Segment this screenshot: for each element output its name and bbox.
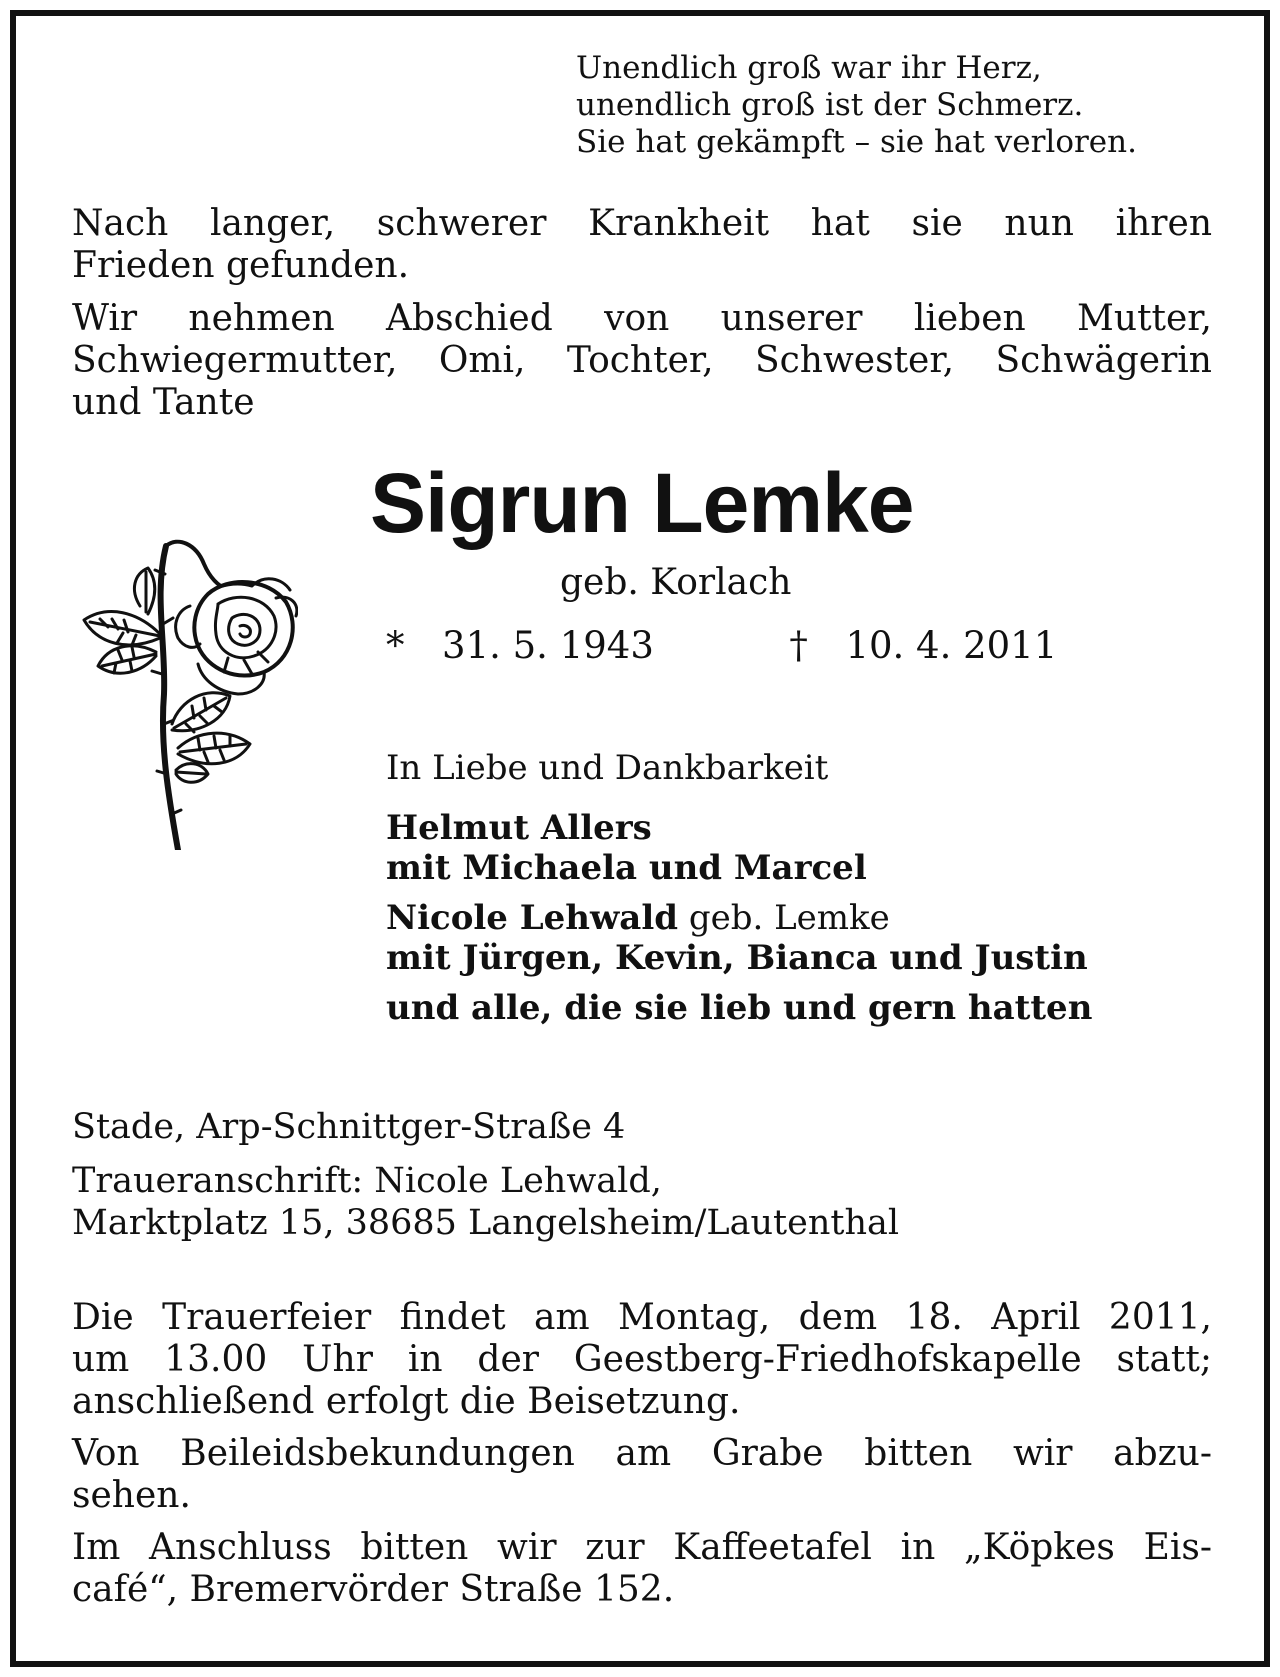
- birth-date: 31. 5. 1943: [442, 624, 654, 667]
- text-line: Schwiegermutter, Omi, Tochter, Schwester, Schwägerin: [72, 340, 1212, 381]
- text-line: Nach langer, schwerer Krankheit hat sie nun ihren: [72, 203, 1212, 244]
- text-line: Wir nehmen Abschied von unserer lieben Mutter,: [72, 298, 1212, 339]
- funeral-paragraph-2: [72, 1433, 1212, 1517]
- intro-paragraph-1: [72, 203, 1212, 287]
- birth-symbol: *: [386, 624, 405, 667]
- mourner-line: Helmut Allers: [386, 808, 652, 848]
- text-line: Im Anschluss bitten wir zur Kaffeetafel in „Köpkes Eis-: [72, 1527, 1212, 1568]
- maiden-name: geb. Korlach: [560, 562, 792, 603]
- verse-line: Unendlich groß war ihr Herz,: [576, 50, 1042, 86]
- text-line: anschließend erfolgt die Beisetzung.: [72, 1381, 741, 1422]
- text-line: Frieden gefunden.: [72, 245, 410, 286]
- life-dates: [386, 624, 1057, 668]
- death-symbol: †: [789, 624, 808, 667]
- address-line: Stade, Arp-Schnittger-Straße 4: [72, 1107, 626, 1147]
- mourner-line: mit Jürgen, Kevin, Bianca und Justin: [386, 938, 1088, 978]
- funeral-paragraph-1: [72, 1297, 1212, 1423]
- funeral-paragraph-3: [72, 1527, 1212, 1611]
- mourners-block: [386, 748, 1092, 1028]
- address-line: Traueranschrift: Nicole Lehwald,: [72, 1161, 662, 1201]
- text-line: und Tante: [72, 382, 255, 423]
- verse-line: unendlich groß ist der Schmerz.: [576, 87, 1084, 123]
- verse-line: Sie hat gekämpft – sie hat verloren.: [576, 124, 1137, 160]
- rose-icon: [68, 534, 298, 850]
- death-date: 10. 4. 2011: [845, 624, 1058, 667]
- deceased-name: Sigrun Lemke: [370, 456, 914, 550]
- mourner-name: Nicole Lehwald: [386, 898, 679, 938]
- text-line: Von Beileidsbekundungen am Grabe bitten wir abzu-: [72, 1433, 1212, 1474]
- text-line: sehen.: [72, 1475, 191, 1516]
- text-line: Die Trauerfeier findet am Montag, dem 18. April 2011,: [72, 1297, 1212, 1338]
- mourner-line: mit Michaela und Marcel: [386, 848, 867, 888]
- verse: [576, 50, 1137, 161]
- dedication: In Liebe und Dankbarkeit: [386, 748, 829, 788]
- address-block: [72, 1106, 1212, 1244]
- address-line: Marktplatz 15, 38685 Langelsheim/Lautenthal: [72, 1203, 900, 1243]
- intro-paragraph-2: [72, 298, 1212, 424]
- mourner-maiden: geb. Lemke: [678, 898, 890, 938]
- text-line: café“, Bremervörder Straße 152.: [72, 1569, 675, 1610]
- text-line: um 13.00 Uhr in der Geestberg-Friedhofskapelle statt;: [72, 1339, 1212, 1380]
- mourner-line-mixed: [386, 898, 1092, 938]
- mourner-line: und alle, die sie lieb und gern hatten: [386, 988, 1093, 1028]
